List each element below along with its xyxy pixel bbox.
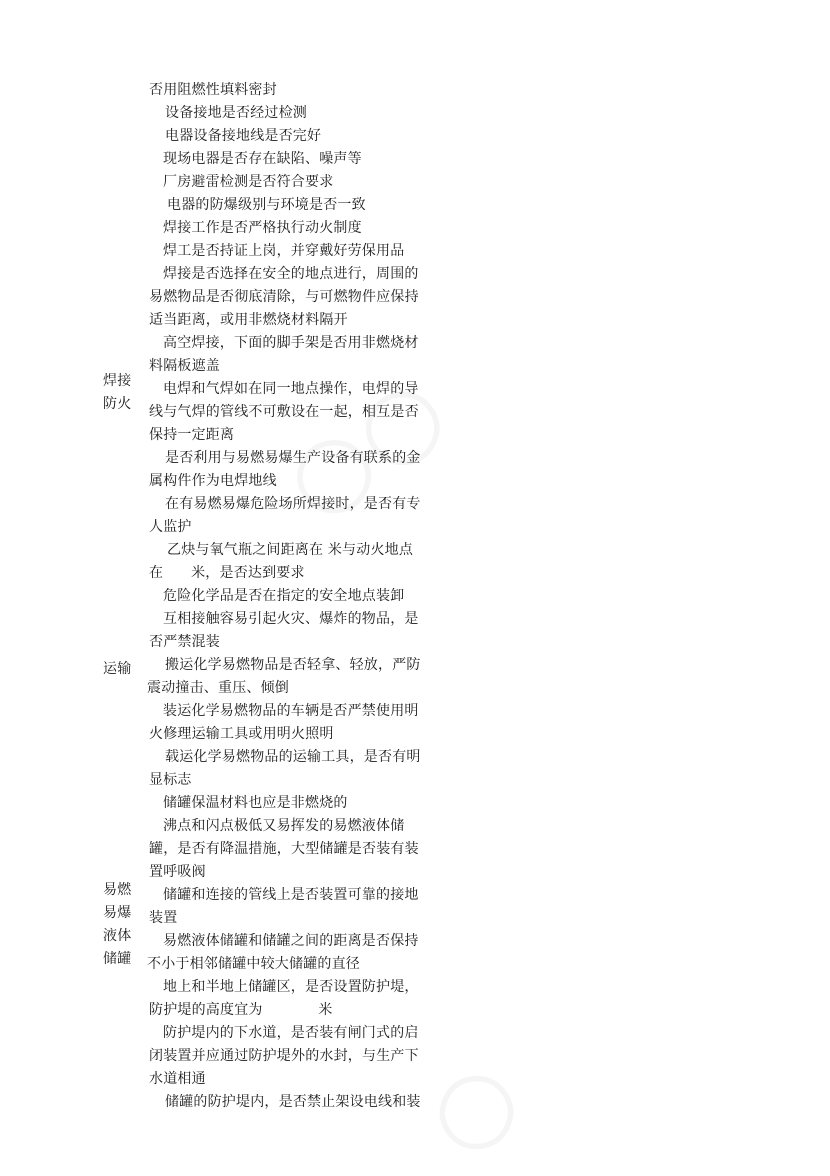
text-line: 线与气焊的管线不可敷设在一起，相互是否 [149,404,419,420]
text-line: 防护堤内的下水道，是否装有闸门式的启 [163,1025,419,1041]
text-line: 沸点和闪点极低又易挥发的易燃液体储 [163,818,405,834]
text-line: 罐，是否有降温措施，大型储罐是否装有装 [149,841,419,857]
text-line: 焊工是否持证上岗，并穿戴好劳保用品 [163,243,405,259]
text-line: 否用阻燃性填料密封 [149,82,277,98]
text-line: 搬运化学易燃物品是否轻拿、轻放，严防 [165,657,421,673]
text-line: 电器设备接地线是否完好 [165,128,322,144]
text-line: 人监护 [149,519,192,535]
text-line: 储罐保温材料也应是非燃烧的 [163,795,348,811]
category-label: 储罐 [103,951,132,967]
text-line: 储罐的防护堤内，是否禁止架设电线和装 [165,1094,421,1110]
text-line: 现场电器是否存在缺陷、噪声等 [163,151,362,167]
text-line: 适当距离，或用非燃烧材料隔开 [149,312,348,328]
text-line: 设备接地是否经过检测 [165,105,307,121]
category-label: 防火 [103,396,132,412]
text-line: 在 米，是否达到要求 [149,565,305,581]
text-line: 焊接工作是否严格执行动火制度 [163,220,362,236]
text-line: 在有易燃易爆危险场所焊接时，是否有专 [165,496,421,512]
text-line: 地上和半地上储罐区，是否设置防护堤， [163,979,419,995]
text-line: 储罐和连接的管线上是否装置可靠的接地 [163,887,419,903]
text-line: 装置 [149,910,178,926]
text-line: 属构件作为电焊地线 [149,473,277,489]
category-label: 运输 [103,661,132,677]
text-line: 保持一定距离 [149,427,235,443]
category-label: 易爆 [103,905,132,921]
text-line: 互相接触容易引起火灾、爆炸的物品，是 [163,611,419,627]
text-line: 电器的防爆级别与环境是否一致 [167,197,366,213]
text-line: 易燃液体储罐和储罐之间的距离是否保持 [163,933,419,949]
text-line: 装运化学易燃物品的车辆是否严禁使用明 [163,703,419,719]
text-line: 是否利用与易燃易爆生产设备有联系的金 [165,450,421,466]
text-line: 火修理运输工具或用明火照明 [149,726,334,742]
text-line: 料隔板遮盖 [149,358,220,374]
text-line: 显标志 [149,772,192,788]
watermark [405,1036,538,1176]
text-line: 不小于相邻储罐中较大储罐的直径 [147,956,360,972]
category-label: 焊接 [103,373,132,389]
text-line: 乙炔与氧气瓶之间距离在 米与动火地点 [167,542,414,558]
category-label: 液体 [103,928,132,944]
text-line: 易燃物品是否彻底清除，与可燃物件应保持 [149,289,419,305]
text-line: 电焊和气焊如在同一地点操作，电焊的导 [163,381,419,397]
text-line: 震动撞击、重压、倾倒 [147,680,289,696]
text-line: 防护堤的高度宜为 米 [149,1002,333,1018]
text-line: 否严禁混装 [149,634,220,650]
text-line: 厂房避雷检测是否符合要求 [163,174,334,190]
text-line: 闭装置并应通过防护堤外的水封，与生产下 [149,1048,419,1064]
text-line: 焊接是否选择在安全的地点进行，周围的 [163,266,419,282]
text-line: 水道相通 [149,1071,206,1087]
text-line: 高空焊接，下面的脚手架是否用非燃烧材 [163,335,419,351]
text-line: 危险化学品是否在指定的安全地点装卸 [163,588,405,604]
text-line: 置呼吸阀 [149,864,206,880]
category-label: 易燃 [103,882,132,898]
text-line: 载运化学易燃物品的运输工具，是否有明 [165,749,421,765]
